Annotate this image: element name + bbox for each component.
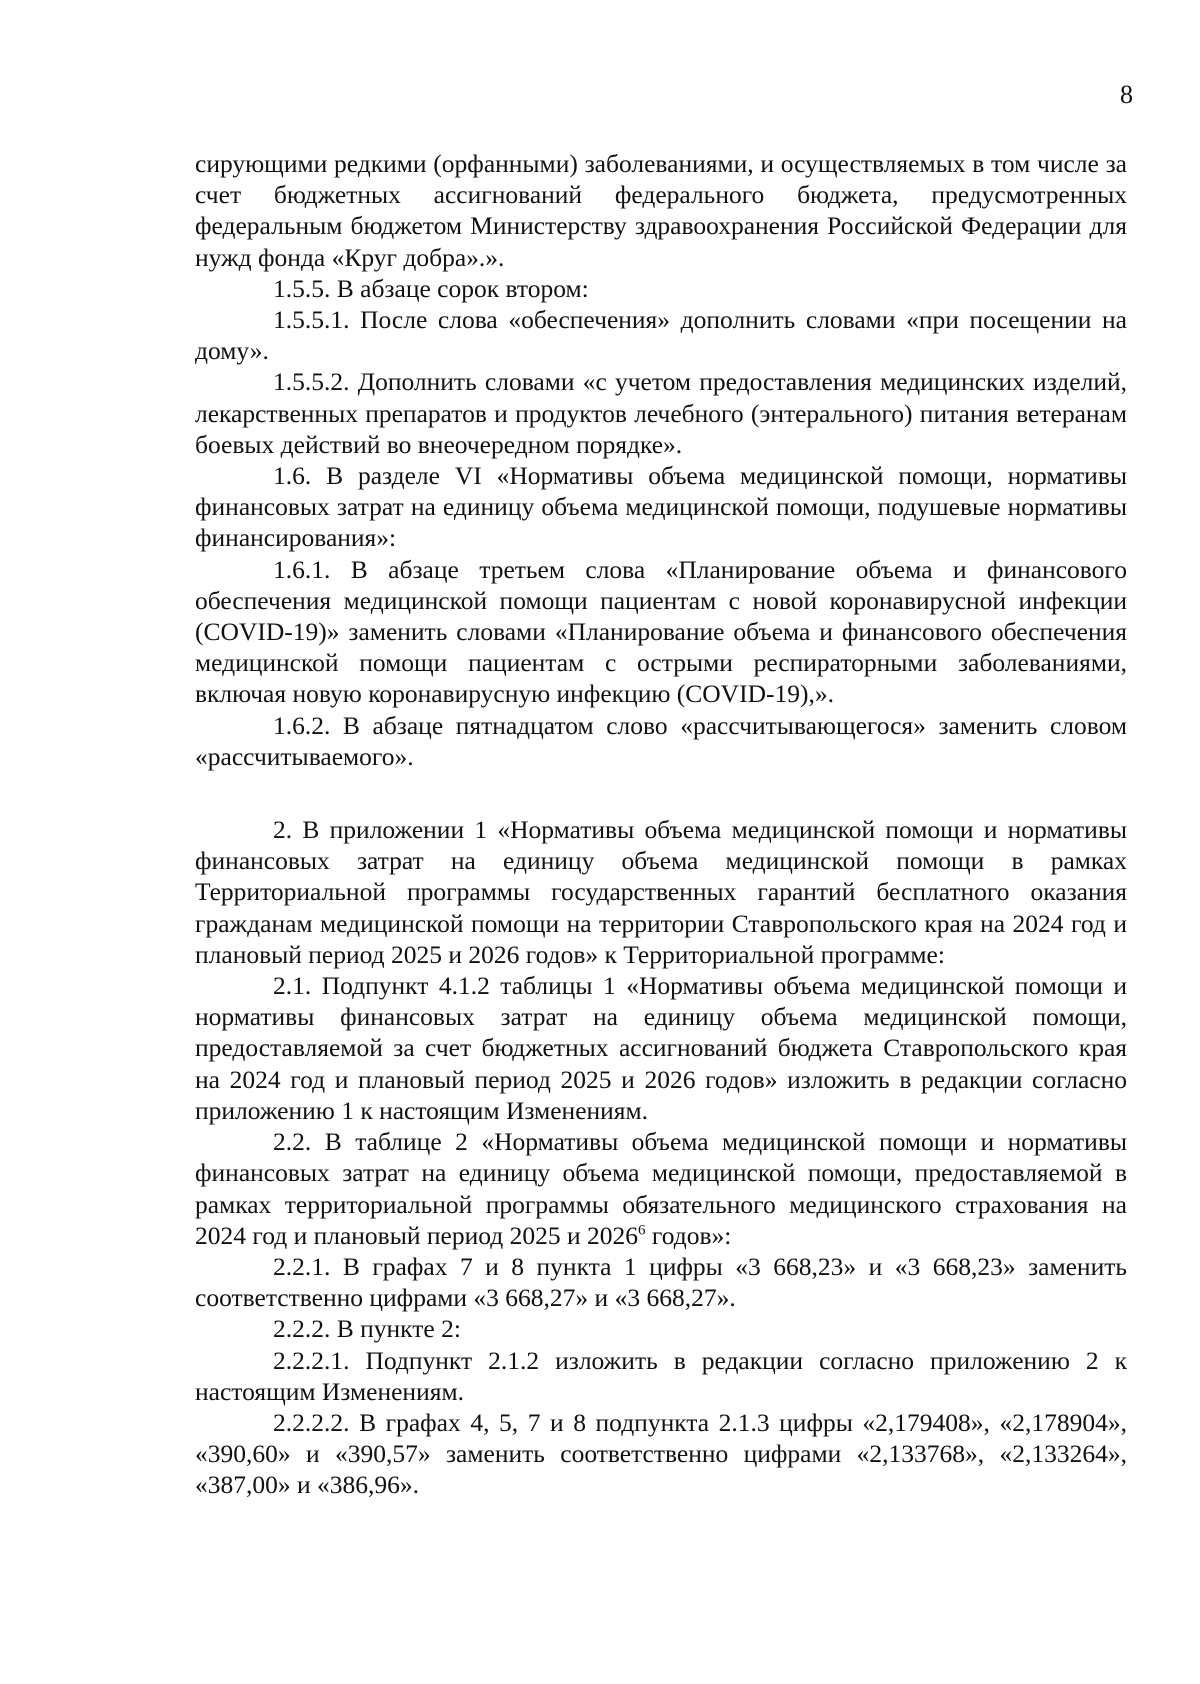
paragraph-2-2 [195,1126,1127,1251]
paragraph-2-2-2-2: 2.2.2.2. В графах 4, 5, 7 и 8 подпункта 2.1.3 цифры «2,179408», «2,178904», «390,60» и «390,57» заменить соответственно цифрами «2,133768», «2,133264», «387,00» и «386,96». [195,1407,1127,1500]
paragraph-1-6: 1.6. В разделе VI «Нормативы объема медицинской помощи, нормативы финансовых затрат на единицу объема медицинской помощи, подушевые нормативы финансирования»: [195,461,1127,553]
paragraph-1-6-1: 1.6.1. В абзаце третьем слова «Планирование объема и финансового обеспечения медицинской помощи пациентам с новой коронавирусной инфекции (COVID-19)» заменить словами «Планирование объема и финансового обеспечения медицинской помощи пациентам с острыми респираторными заболеваниями, включая новую коронавирусную инфекцию (COVID-19),». [195,554,1127,709]
paragraph-1-5-5-2: 1.5.5.2. Дополнить словами «с учетом предоставления медицинских изделий, лекарственных препаратов и продуктов лечебного (энтерального) питания ветеранам боевых действий во внеочередном порядке». [195,367,1127,459]
paragraph-2-2-text-end: годов»: [645,1220,732,1250]
paragraph-2-2-2: 2.2.2. В пункте 2: [273,1314,461,1344]
paragraph-2: 2. В приложении 1 «Нормативы объема медицинской помощи и нормативы финансовых затрат на единицу объема медицинской помощи в рамках Территориальной программы государственных гарантий бесплатного оказания гражданам медицинской помощи на территории Ставропольского края на 2024 год и плановый период 2025 и 2026 годов» к Территориальной программе: [195,815,1127,969]
footnote-marker: 6 [638,1222,646,1239]
page-number: 8 [1120,80,1133,109]
paragraph-1-5-5: 1.5.5. В абзаце сорок втором: [273,273,589,303]
paragraph-1-6-2: 1.6.2. В абзаце пятнадцатом слово «рассчитывающегося» заменить словом «рассчитываемого». [195,710,1127,771]
document-body [195,148,1127,1501]
paragraph-2-1: 2.1. Подпункт 4.1.2 таблицы 1 «Нормативы объема медицинской помощи и нормативы финансовых затрат на единицу объема медицинской помощи, предоставляемой за счет бюджетных ассигнований бюджета Ставропольского края на 2024 год и плановый период 2025 и 2026 годов» изложить в редакции согласно приложению 1 к настоящим Изменениям. [195,971,1127,1125]
paragraph-2-2-text: 2.2. В таблице 2 «Нормативы объема медицинской помощи и нормативы финансовых затрат на единицу объема медицинской помощи, предоставляемой в рамках территориальной программы обязательного медицинского страхования на 2024 год и плановый период 2025 и 2026 [195,1127,1127,1250]
paragraph-continuation: сирующими редкими (орфанными) заболеваниями, и осуществляемых в том числе за счет бюджетных ассигнований федерального бюджета, предусмотренных федеральным бюджетом Министерству здравоохранения Российской Федерации для нужд фонда «Круг добра».». [195,149,1127,272]
paragraph-2-2-1: 2.2.1. В графах 7 и 8 пункта 1 цифры «3 668,23» и «3 668,23» заменить соответственно цифрами «3 668,27» и «3 668,27». [195,1251,1127,1313]
paragraph-2-2-2-1: 2.2.2.1. Подпункт 2.1.2 изложить в редакции согласно приложению 2 к настоящим Изменениям. [195,1345,1127,1406]
paragraph-1-5-5-1: 1.5.5.1. После слова «обеспечения» дополнить словами «при посещении на дому». [195,305,1127,366]
